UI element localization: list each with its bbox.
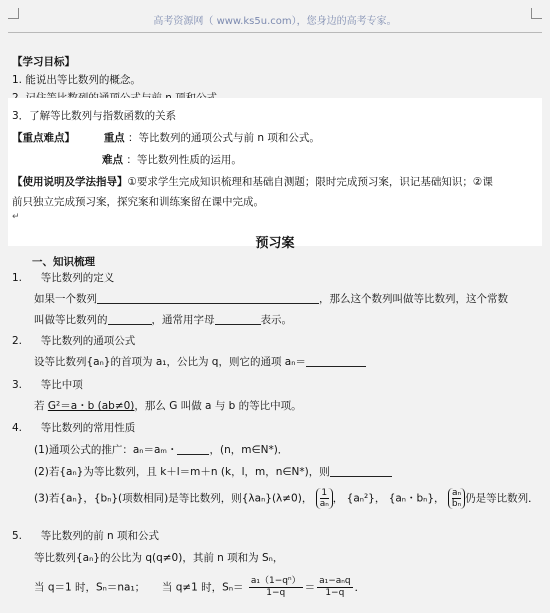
frac-den: aₙ [319,499,329,509]
q1-text: ，那么这个数列叫做等比数列，这个常数 [319,293,508,305]
q3-formula: G²＝a・b (ab≠0) [47,400,135,412]
q4-text: (1)通项公式的推广：aₙ＝aₘ・ [34,444,178,456]
usage-row [12,174,493,189]
frac-num: 1 [321,488,328,498]
square-sequence: {aₙ²} [346,492,375,505]
focus-label: 重点 [103,132,125,144]
q4-text: ，(n，m∈N*)． [209,444,289,456]
section-heading: 一、知识梳理 [32,256,95,268]
q5-num: 5. [12,530,23,542]
q1-text: 如果一个数列 [34,293,97,305]
q1-heading [12,270,114,285]
q2-text: 设等比数列{aₙ}的首项为 a₁，公比为 q，则它的通项 aₙ＝ [34,356,306,368]
sum-formula-1 [249,576,303,599]
focus-text: ：等比数列的通项公式与前 n 项和公式。 [128,132,320,144]
answer-blank[interactable] [108,313,152,325]
q4-heading [12,420,135,435]
q5-heading [12,528,159,543]
page-header: 高考资源网（ www.ks5u.com），您身边的高考专家。 [8,6,542,33]
q4-text: (3)若{aₙ}，{bₙ}(项数相同)是等比数列，则{λaₙ}(λ≠0)， [34,492,313,505]
objectives-title: 【学习目标】 [12,56,75,68]
difficulty-text: ：等比数列性质的运用。 [126,154,242,166]
sum-formula-2 [317,576,352,599]
frac-num: a₁−aₙq [319,576,351,586]
preview-title: 预习案 [255,236,295,251]
usage-text: ①要求学生完成知识梳理和基础自测题；限时完成预习案，识记基础知识；②课 [127,176,493,188]
q2-title: 等比数列的通项公式 [40,335,136,347]
objective-item: 3．了解等比数列与指数函数的关系 [12,110,177,122]
ratio-sequence [448,488,465,509]
q4-title: 等比数列的常用性质 [40,422,136,434]
answer-blank[interactable] [306,355,366,367]
q3-line [34,398,302,413]
objective-item: 1. 能说出等比数列的概念。 [12,74,141,86]
q1-line1 [34,291,508,306]
q2-heading [12,333,135,348]
q3-text: ，那么 G 叫做 a 与 b 的等比中项。 [134,400,302,412]
usage-title: 【使用说明及学法指导】 [12,176,128,188]
q1-text: ，通常用字母 [151,314,215,326]
key-points-title: 【重点难点】 [12,132,75,144]
q3-heading [12,377,83,392]
q4-num: 4. [12,422,23,434]
q4-p3: (3)若{aₙ}，{bₙ}(项数相同)是等比数列，则{λaₙ}(λ≠0)， $\frac{1}{\text{aₙ}}$， {aₙ²}， {aₙ・bₙ}， $\frac{\text{aₙ}}{\text{bₙ}}$仍是等比数列． [34,488,539,509]
q2-num: 2. [12,335,23,347]
q3-text: 若 [34,400,45,412]
frac-den: 1−q [266,588,286,598]
q1-line2 [34,312,292,327]
q5-case1: 当 q＝1 时，Sₙ＝na₁； [34,581,146,594]
q2-line [34,354,366,369]
usage-text-2: 前只独立完成预习案，探究案和训练案留在课中完成。 [12,196,264,208]
q5-case2: 当 q≠1 时，Sₙ＝ [161,581,244,594]
q4-p1 [34,442,288,457]
answer-blank[interactable] [177,443,209,455]
frac-num: a₁（1−qⁿ） [250,576,301,586]
return-mark: ↵ [12,212,20,222]
q3-num: 3. [12,379,23,391]
reciprocal-sequence [316,488,333,509]
frac-den: 1−q [325,588,345,598]
q1-text: 叫做等比数列的 [34,314,108,326]
q5-line2: 当 q＝1 时，Sₙ＝na₁； 当 q≠1 时，Sₙ＝ $\frac{\text{a₁（1−qⁿ）}}{1-q}$ ＝ $\frac{\text{a₁−aₙq}}{1-q}$ ． [34,576,366,598]
answer-blank[interactable] [215,313,261,325]
frac-den: bₙ [451,499,462,509]
q4-text: 仍是等比数列． [465,492,539,505]
q1-text: 表示。 [260,314,292,326]
key-points-row [12,130,320,145]
q4-text: (2)若{aₙ}为等比数列，且 k＋l＝m＋n (k，l，m，n∈N*)，则 [34,466,330,478]
q3-title: 等比中项 [40,379,83,391]
q1-num: 1. [12,272,23,284]
answer-blank[interactable] [330,465,392,477]
answer-blank[interactable] [97,292,319,304]
q4-p2 [34,464,392,479]
difficulty-row [102,152,242,167]
product-sequence: {aₙ・bₙ} [388,492,435,505]
q5-title: 等比数列的前 n 项和公式 [40,530,160,542]
difficulty-label: 难点 [102,154,123,166]
q1-title: 等比数列的定义 [40,272,115,284]
frac-num: aₙ [451,488,462,498]
q5-line1: 等比数列{aₙ}的公比为 q(q≠0)，其前 n 项和为 Sₙ， [34,552,284,564]
